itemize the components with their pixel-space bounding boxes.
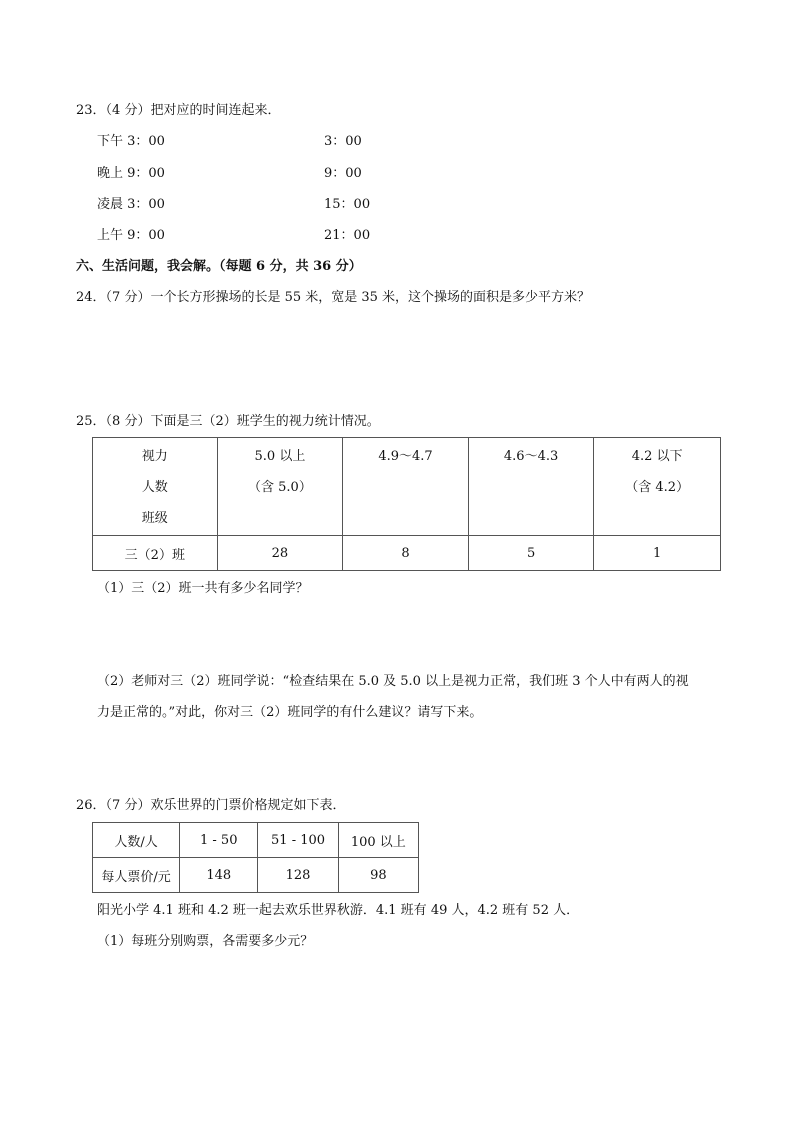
corner-label-class: 班级 [141, 511, 168, 526]
q23-left-item-4: 上午 9：00 [97, 228, 165, 243]
q26-title: 26．（7 分）欢乐世界的门票价格规定如下表． [76, 798, 346, 813]
q23-left-item-3: 凌晨 3：00 [97, 197, 165, 212]
vision-row-label: 三（2）班 [93, 536, 218, 571]
vision-col-1-line-1: 5.0 以上 [254, 449, 306, 464]
ticket-header-range-3: 100 以上 [338, 823, 418, 858]
q23-left-item-2: 晚上 9：00 [97, 166, 165, 181]
vision-col-header-1 [217, 438, 343, 536]
vision-value-4: 1 [594, 536, 721, 571]
ticket-header-people: 人数/人 [93, 823, 180, 858]
q23-right-item-3: 15：00 [324, 197, 371, 212]
vision-col-header-3 [468, 438, 594, 536]
vision-stats-table [92, 437, 721, 571]
vision-col-header-4 [594, 438, 721, 536]
vision-value-3: 5 [468, 536, 594, 571]
q23-title: 23．（4 分）把对应的时间连起来． [76, 103, 281, 118]
vision-col-4-line-2: （含 4.2） [625, 480, 690, 495]
q24-title: 24．（7 分）一个长方形操场的长是 55 米，宽是 35 米，这个操场的面积是多少平方米？ [76, 290, 591, 305]
ticket-header-range-1: 1 - 50 [180, 823, 258, 858]
ticket-table-price-row [93, 858, 419, 893]
q25-sub-question-2-line-2: 力是正常的。”对此，你对三（2）班同学的有什么建议？请写下来。 [97, 705, 483, 720]
q25-sub-question-1: （1）三（2）班一共有多少名同学？ [97, 581, 309, 596]
ticket-price-1: 148 [180, 858, 258, 893]
vision-table-corner-cell [93, 438, 218, 536]
vision-table-data-row [93, 536, 721, 571]
q25-title: 25．（8 分）下面是三（2）班学生的视力统计情况。 [76, 414, 380, 429]
section-6-heading: 六、生活问题，我会解。（每题 6 分，共 36 分） [76, 259, 362, 274]
vision-col-2-label: 4.9～4.7 [378, 449, 433, 464]
ticket-price-2: 128 [258, 858, 338, 893]
vision-value-1: 28 [217, 536, 343, 571]
vision-col-4-line-1: 4.2 以下 [631, 449, 683, 464]
q23-right-item-4: 21：00 [324, 228, 371, 243]
ticket-price-table [92, 822, 419, 893]
vision-col-3-label: 4.6～4.3 [503, 449, 559, 464]
vision-col-header-2 [343, 438, 469, 536]
vision-value-2: 8 [343, 536, 469, 571]
ticket-table-header-row [93, 823, 419, 858]
q26-sub-question-1: （1）每班分别购票，各需要多少元？ [97, 934, 314, 949]
q25-sub-question-2-line-1: （2）老师对三（2）班同学说：“检查结果在 5.0 及 5.0 以上是视力正常，我们班 3 个人中有两人的视 [97, 674, 689, 689]
q23-right-item-2: 9：00 [324, 166, 362, 181]
q26-description: 阳光小学 4.1 班和 4.2 班一起去欢乐世界秋游．4.1 班有 49 人，4.2 班有 52 人． [97, 903, 580, 918]
q23-left-item-1: 下午 3：00 [97, 134, 165, 149]
corner-label-vision: 视力 [141, 449, 168, 464]
ticket-row-label: 每人票价/元 [93, 858, 180, 893]
corner-label-count: 人数 [141, 480, 168, 495]
ticket-header-range-2: 51 - 100 [258, 823, 338, 858]
ticket-price-3: 98 [338, 858, 418, 893]
q23-right-item-1: 3：00 [324, 134, 362, 149]
vision-col-1-line-2: （含 5.0） [248, 480, 312, 495]
vision-table-header-row [93, 438, 721, 536]
